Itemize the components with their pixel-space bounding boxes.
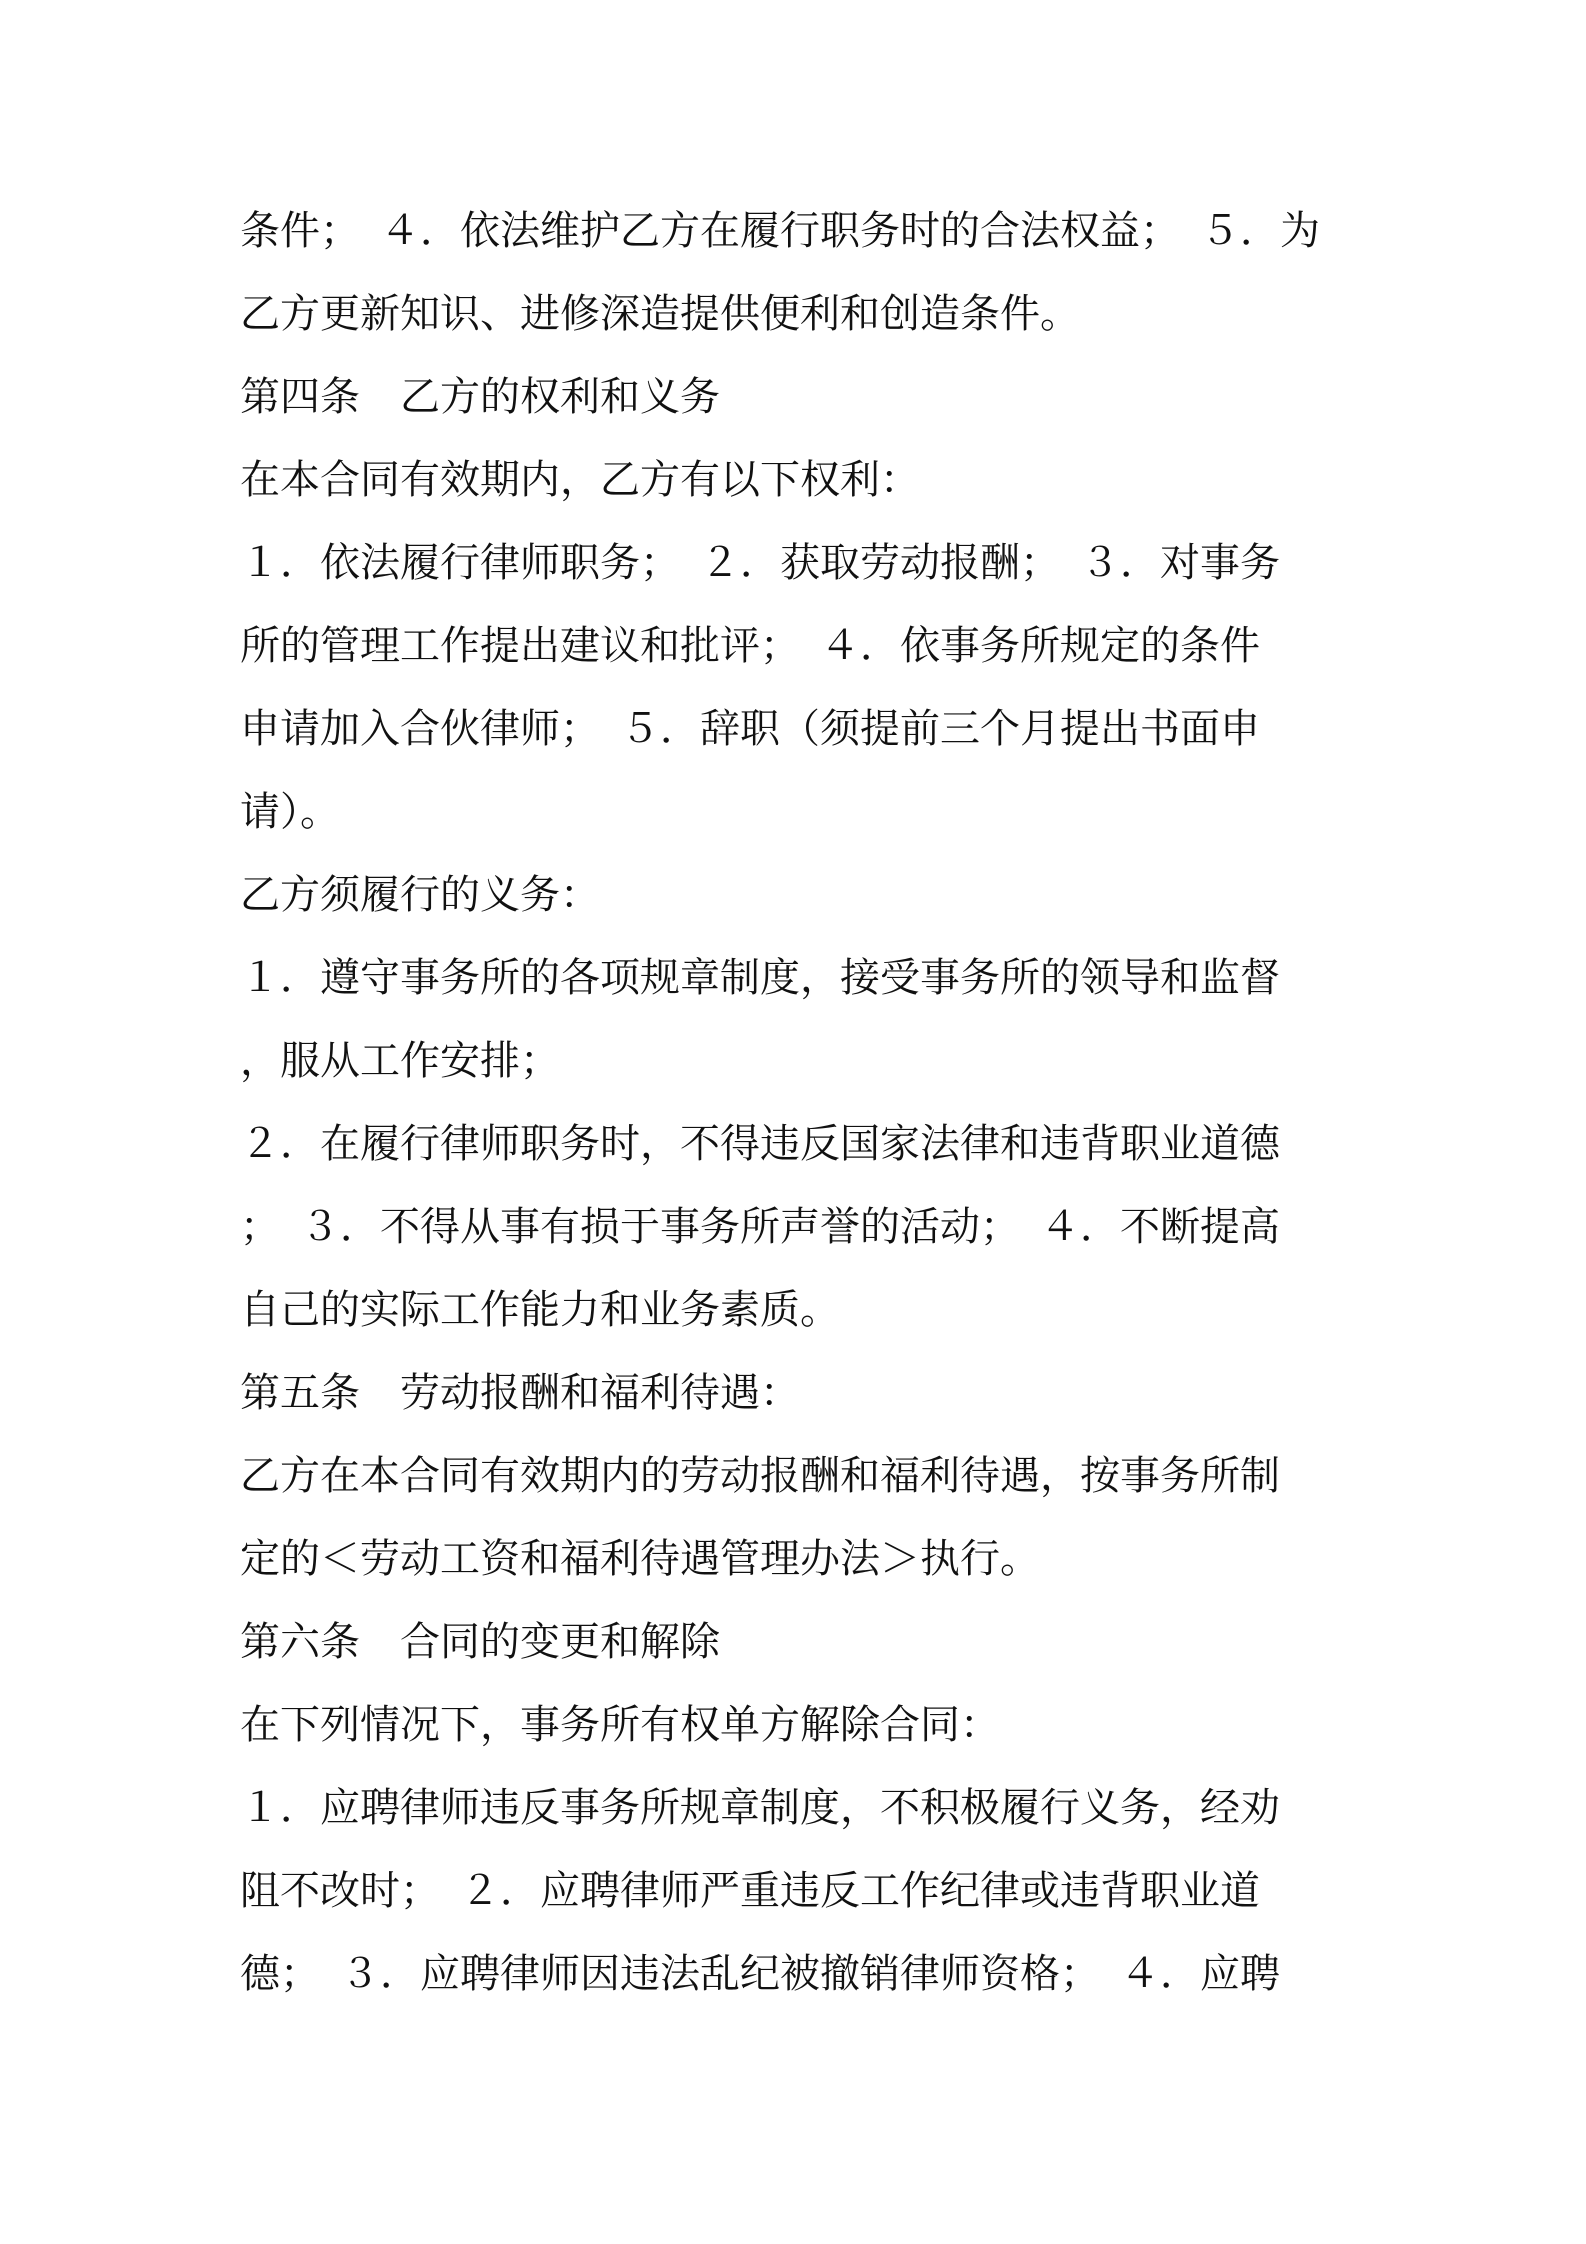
text-line: ； ３．不得从事有损于事务所声誉的活动； ４．不断提高 (240, 1204, 1280, 1250)
text-line: 德； ３．应聘律师因违法乱纪被撤销律师资格； ４．应聘 (240, 1951, 1280, 1997)
article-heading: 第四条 乙方的权利和义务 (240, 374, 720, 420)
text-line: 申请加入合伙律师； ５．辞职（须提前三个月提出书面申 (240, 706, 1260, 752)
text-line: ２．在履行律师职务时，不得违反国家法律和违背职业道德 (240, 1121, 1280, 1167)
contract-text-body (240, 190, 1360, 2016)
article-heading: 第六条 合同的变更和解除 (240, 1619, 720, 1665)
text-line: 定的＜劳动工资和福利待遇管理办法＞执行。 (240, 1536, 1040, 1582)
text-line: 乙方在本合同有效期内的劳动报酬和福利待遇，按事务所制 (240, 1453, 1280, 1499)
text-line: 在下列情况下，事务所有权单方解除合同： (240, 1702, 1000, 1748)
text-line: １．应聘律师违反事务所规章制度，不积极履行义务，经劝 (240, 1785, 1280, 1831)
text-line: ，服从工作安排； (240, 1038, 560, 1084)
text-line: １．依法履行律师职务； ２．获取劳动报酬； ３．对事务 (240, 540, 1280, 586)
text-line: 条件； ４．依法维护乙方在履行职务时的合法权益； ５．为 (240, 208, 1320, 254)
text-line: 在本合同有效期内，乙方有以下权利： (240, 457, 920, 503)
text-line: 乙方须履行的义务： (240, 872, 600, 918)
text-line: 请）。 (240, 789, 340, 835)
text-line: 自己的实际工作能力和业务素质。 (240, 1287, 840, 1333)
article-heading: 第五条 劳动报酬和福利待遇： (240, 1370, 800, 1416)
text-line: 乙方更新知识、进修深造提供便利和创造条件。 (240, 291, 1080, 337)
text-line: 阻不改时； ２．应聘律师严重违反工作纪律或违背职业道 (240, 1868, 1260, 1914)
text-line: １．遵守事务所的各项规章制度，接受事务所的领导和监督 (240, 955, 1280, 1001)
text-line: 所的管理工作提出建议和批评； ４．依事务所规定的条件 (240, 623, 1260, 669)
